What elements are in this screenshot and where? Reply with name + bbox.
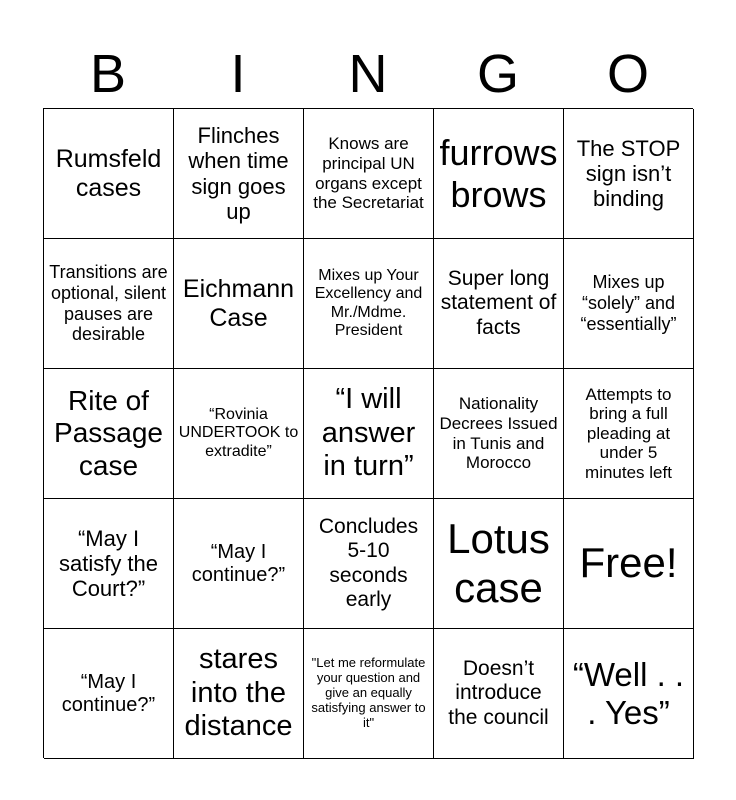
cell-text: "Let me reformulate your question and give an equally satisfying answer to it" <box>311 655 426 730</box>
bingo-cell[interactable] <box>174 369 304 499</box>
cell-text: Knows are principal UN organs except the Secretariat <box>313 134 424 213</box>
cell-text: “May I satisfy the Court?” <box>58 525 159 602</box>
cell-text: Eichmann Case <box>182 274 295 332</box>
bingo-cell[interactable] <box>304 499 434 629</box>
bingo-grid <box>43 108 693 758</box>
cell-text: Super long statement of facts <box>440 267 557 339</box>
cell-text: Mixes up Your Excellency and Mr./Mdme. President <box>314 266 423 339</box>
bingo-cell[interactable] <box>564 109 694 239</box>
bingo-cell[interactable] <box>44 629 174 759</box>
cell-text: “May I continue?” <box>61 670 156 716</box>
header-letter-g: G <box>476 44 519 104</box>
bingo-cell[interactable] <box>304 369 434 499</box>
cell-text: Flinches when time sign goes up <box>188 122 289 224</box>
cell-text: “Rovinia UNDERTOOK to extradite” <box>178 405 299 460</box>
header-letter-o: O <box>606 44 649 104</box>
bingo-cell[interactable] <box>174 109 304 239</box>
bingo-cell[interactable] <box>304 629 434 759</box>
cell-text: stares into the distance <box>184 643 293 743</box>
bingo-cell[interactable] <box>434 629 564 759</box>
cell-text: “I will answer in turn” <box>321 383 416 483</box>
header-letter-b: B <box>89 44 127 104</box>
bingo-header <box>43 40 693 108</box>
cell-text: Concludes 5-10 seconds early <box>318 515 419 611</box>
bingo-cell[interactable] <box>174 499 304 629</box>
bingo-cell[interactable] <box>564 239 694 369</box>
bingo-cell[interactable] <box>44 109 174 239</box>
bingo-cell[interactable] <box>434 499 564 629</box>
cell-text: Attempts to bring a full pleading at under 5 minutes left <box>585 384 672 482</box>
bingo-cell[interactable] <box>304 239 434 369</box>
cell-text: Doesn’t introduce the council <box>448 657 549 729</box>
cell-text: Rumsfeld cases <box>55 144 162 202</box>
cell-text: Mixes up “solely” and “essentially” <box>580 272 677 334</box>
cell-text: Free! <box>579 539 678 587</box>
cell-text: Rite of Passage case <box>54 385 163 481</box>
bingo-cell[interactable] <box>434 239 564 369</box>
cell-text: Lotus case <box>447 515 550 611</box>
cell-text: furrows brows <box>439 132 558 215</box>
cell-text: The STOP sign isn’t binding <box>576 135 681 212</box>
cell-text: Nationality Decrees Issued in Tunis and Morocco <box>439 394 558 473</box>
bingo-cell[interactable] <box>304 109 434 239</box>
bingo-cell[interactable] <box>174 629 304 759</box>
cell-text: “Well . . . Yes” <box>572 655 685 731</box>
bingo-cell[interactable] <box>434 369 564 499</box>
bingo-cell[interactable] <box>44 499 174 629</box>
header-letter-n: N <box>348 44 388 104</box>
bingo-cell[interactable] <box>44 239 174 369</box>
bingo-cell[interactable] <box>564 369 694 499</box>
bingo-cell[interactable] <box>44 369 174 499</box>
bingo-cell[interactable] <box>564 499 694 629</box>
header-letter-i: I <box>230 44 246 104</box>
bingo-cell[interactable] <box>174 239 304 369</box>
cell-text: “May I continue?” <box>191 540 286 586</box>
bingo-cell[interactable] <box>564 629 694 759</box>
bingo-cell[interactable] <box>434 109 564 239</box>
cell-text: Transitions are optional, silent pauses are desirable <box>49 262 168 345</box>
